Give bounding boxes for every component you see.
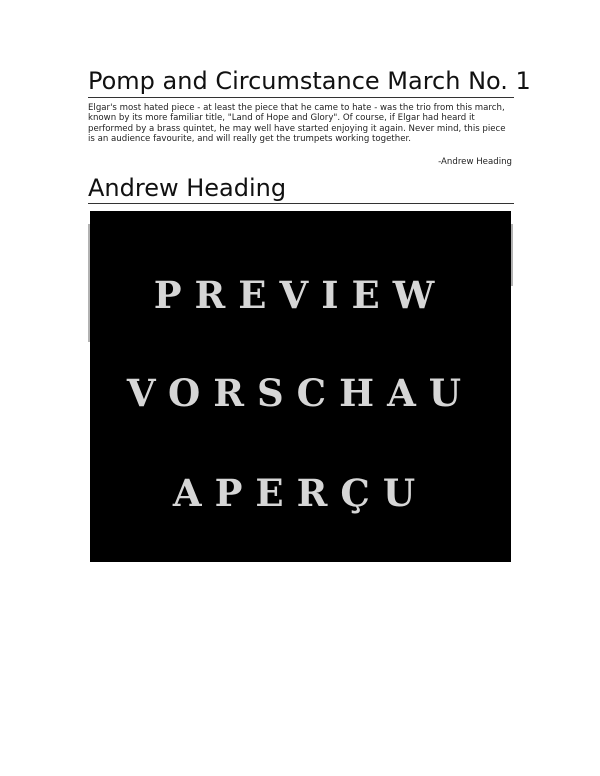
author-signature: -Andrew Heading <box>438 157 512 167</box>
program-note-paragraph: Elgar's most hated piece - at least the piece that he came to hate - was the trio from this march, known by its more familiar title, "Land of Hope and Glory". Of course, if Elgar had heard it performed by a brass quintet, he may well have started enjoying it again. Never mind, this piece is an audience favourite, and will really get the trumpets working together. <box>88 103 506 145</box>
watermark-vorschau-text: VORSCHAU <box>126 371 475 415</box>
author-title: Andrew Heading <box>88 174 287 202</box>
title-underline <box>88 97 514 98</box>
watermark-apercu-text: APERÇU <box>172 471 429 515</box>
author-title-underline <box>88 203 514 204</box>
watermark-preview-text: PREVIEW <box>153 273 448 317</box>
section-title: Pomp and Circumstance March No. 1 <box>88 67 531 95</box>
